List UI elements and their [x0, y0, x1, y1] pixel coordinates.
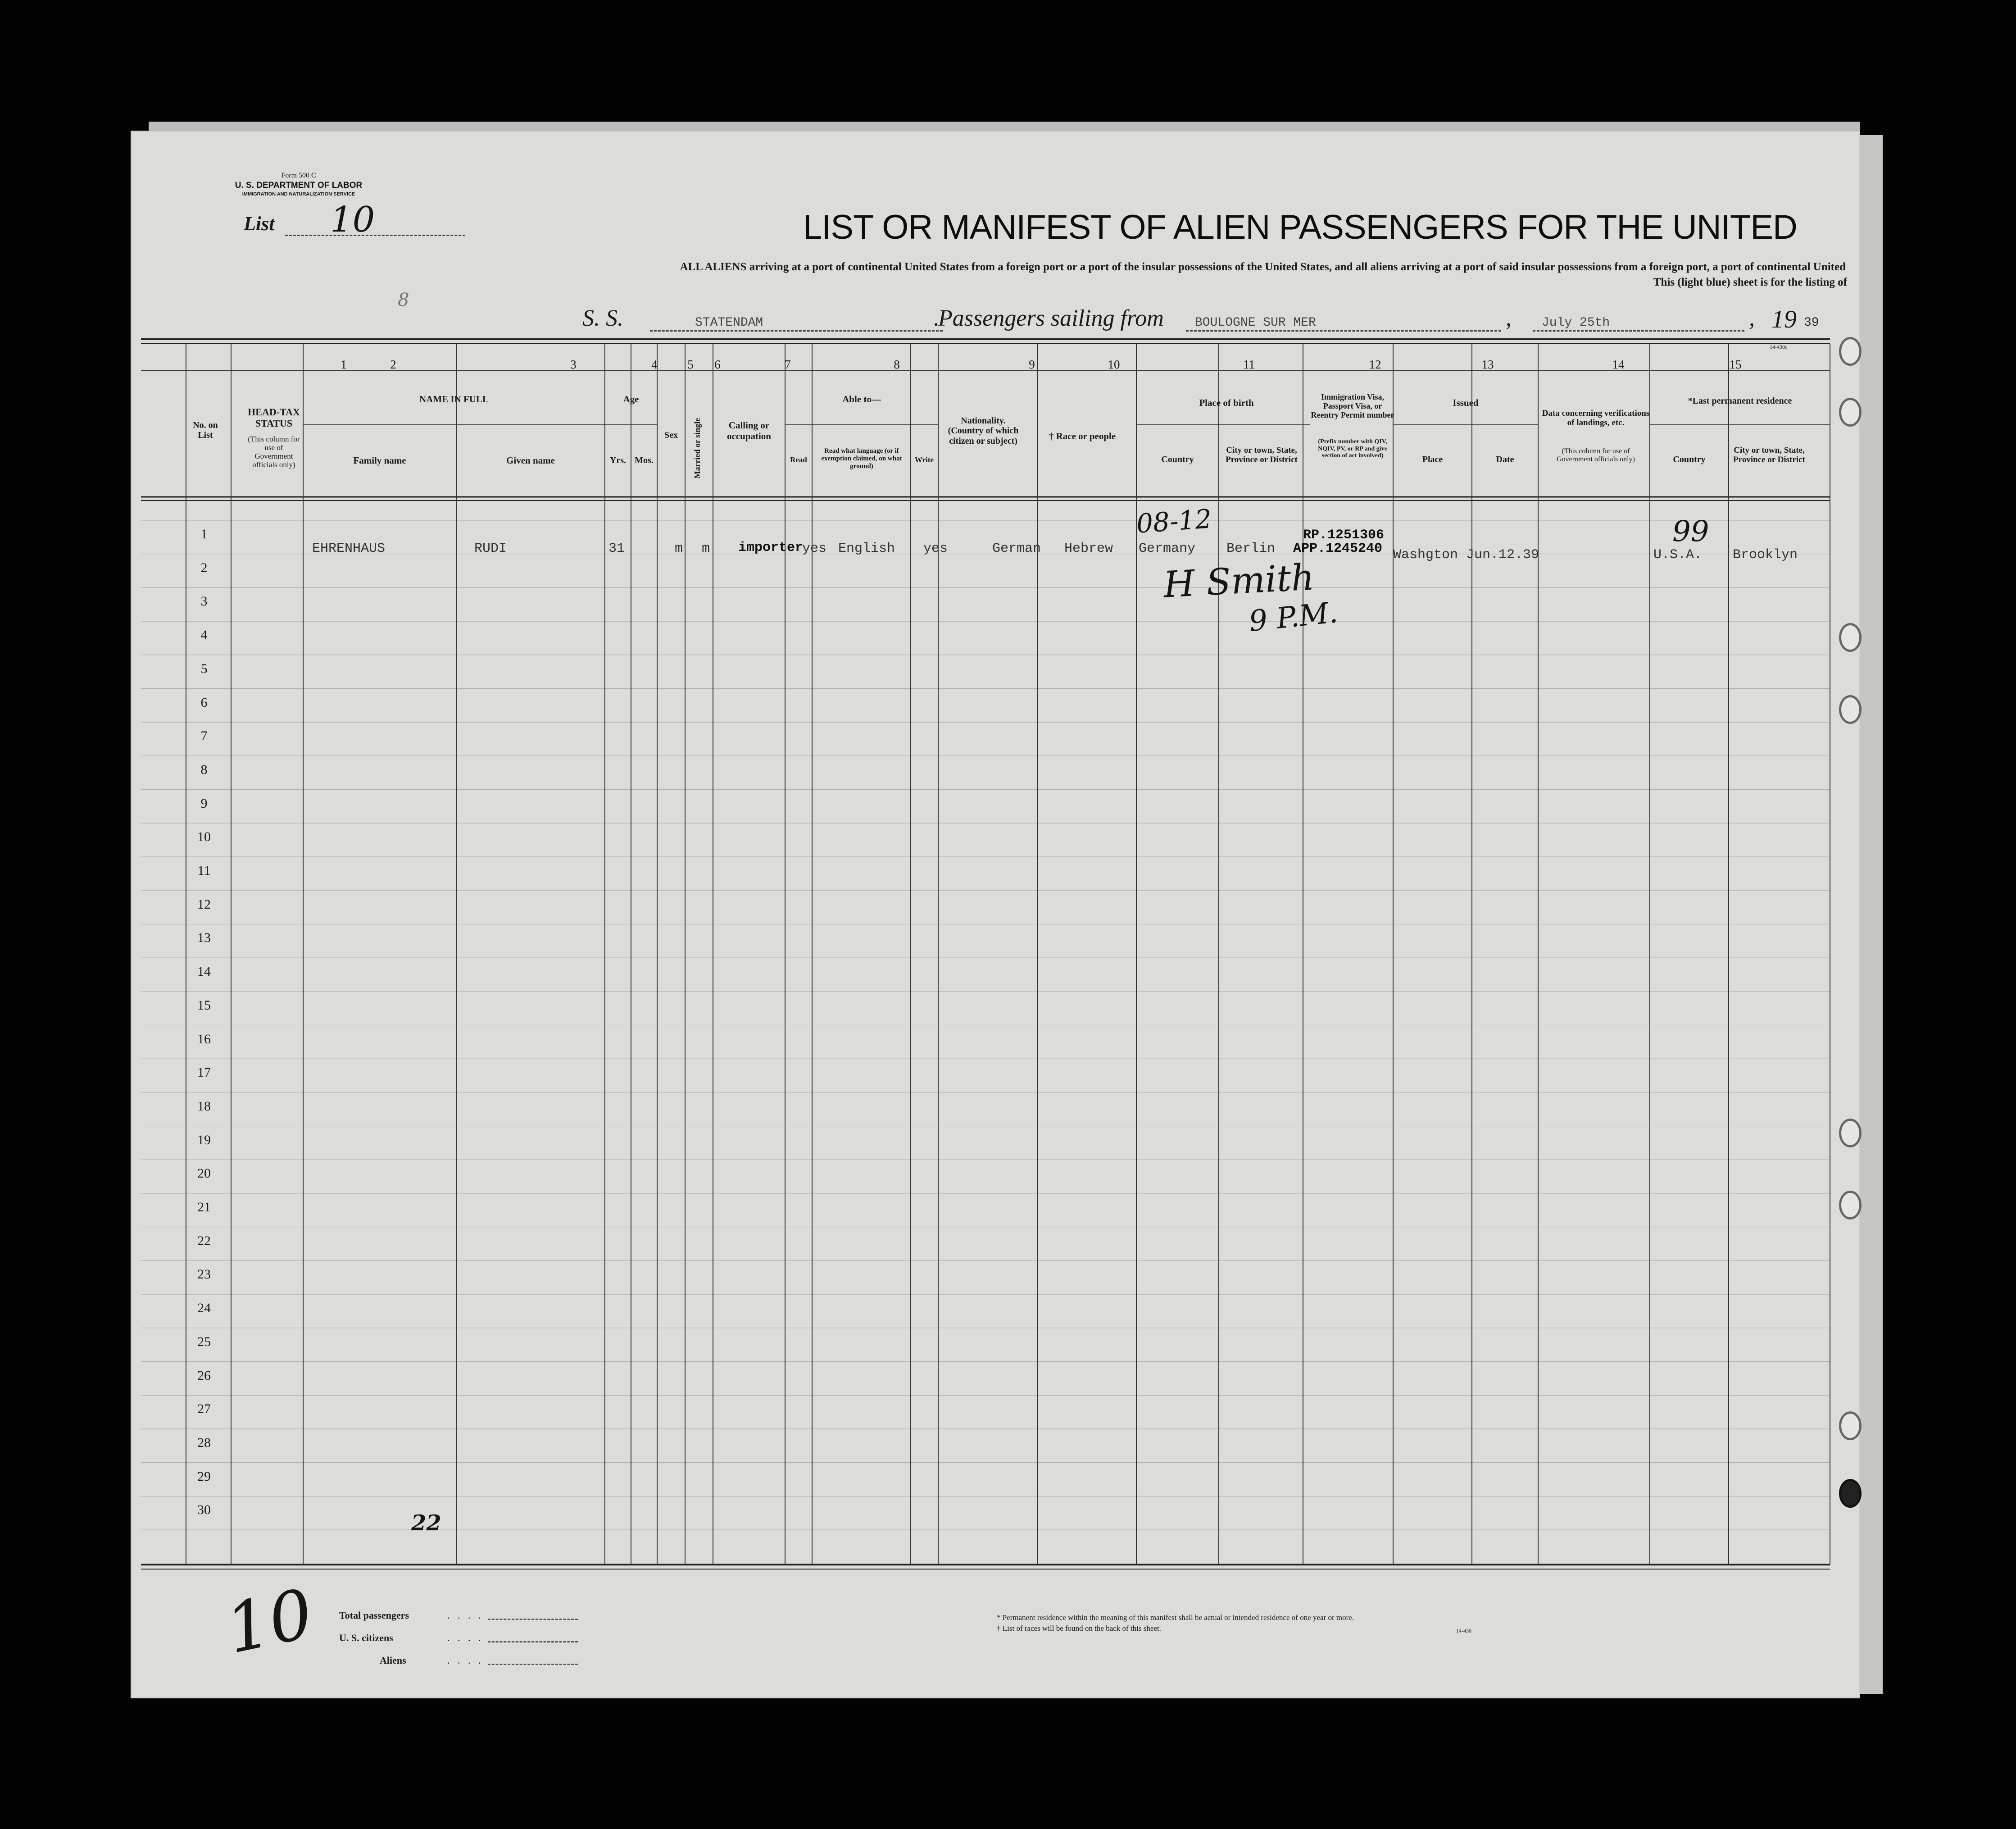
row-number: 4: [200, 628, 208, 643]
row-number: 9: [200, 796, 208, 811]
ship-dot: .: [934, 305, 940, 331]
row-number: 3: [200, 594, 208, 609]
passenger-nationality: German: [992, 541, 1041, 556]
header-visa-note: (Prefix number with QIV, NQIV, PV, or RP and give section of act involved): [1318, 438, 1387, 460]
col-num-7: 7: [785, 358, 791, 371]
col-num-2: 2: [390, 358, 396, 371]
header-issued: Issued: [1453, 397, 1479, 408]
footer-form-code: 14-430: [1456, 1628, 1471, 1634]
footer-dots: . . . .: [447, 1632, 484, 1643]
footer-citizens-label: U. S. citizens: [339, 1632, 393, 1643]
port-underline: [1186, 330, 1501, 332]
footer-dots: . . . .: [447, 1610, 484, 1621]
col-num-6: 6: [714, 358, 721, 371]
col-num-1: 1: [341, 358, 347, 371]
row-number: 10: [197, 829, 211, 845]
list-number: 10: [330, 200, 375, 240]
row-number: 12: [197, 896, 211, 912]
row-number: 20: [197, 1166, 211, 1181]
binder-hole: [1839, 623, 1862, 652]
row-number: 7: [200, 728, 208, 744]
handwritten-signature-note: 9 P.M.: [1247, 596, 1339, 639]
row-number: 17: [197, 1065, 211, 1080]
port-name: BOULOGNE SUR MER: [1195, 316, 1316, 330]
instructions-line-2: This (light blue) sheet is for the listing of: [1653, 276, 1847, 288]
col-num-15: 15: [1729, 358, 1742, 371]
row-number: 15: [197, 997, 211, 1013]
passenger-birth-city: Berlin: [1226, 541, 1276, 556]
form-number: Form 500 C: [281, 172, 316, 179]
year-suffix: 39: [1804, 316, 1819, 330]
header-residence-city: City or town, State, Province or District: [1733, 446, 1805, 465]
binder-hole: [1839, 1191, 1862, 1219]
ss-label: S. S.: [582, 305, 623, 331]
header-write: Write: [914, 455, 934, 464]
binder-hole: [1839, 695, 1862, 724]
header-race: † Race or people: [1049, 431, 1116, 441]
header-birth-country: Country: [1161, 455, 1194, 464]
header-sex: Sex: [664, 430, 678, 440]
header-issued-place: Place: [1422, 455, 1443, 464]
header-nationality: Nationality. (Country of which citizen or subject): [948, 416, 1019, 446]
passenger-married: m: [702, 541, 710, 556]
passenger-age: 31: [608, 541, 625, 556]
col-num-13: 13: [1481, 358, 1494, 371]
passenger-birth-country: Germany: [1139, 541, 1196, 556]
binder-hole: [1839, 1119, 1862, 1147]
passenger-occupation: importer: [738, 540, 804, 555]
row-number: 21: [197, 1200, 211, 1215]
stray-mark: 8: [398, 290, 409, 310]
row-number: 27: [197, 1401, 211, 1417]
manifest-sheet: [131, 131, 1860, 1698]
header-age: Age: [623, 394, 639, 405]
passenger-visa-line-1: RP.1251306: [1303, 528, 1385, 543]
header-yrs: Yrs.: [609, 455, 627, 465]
binder-hole: [1839, 1479, 1862, 1508]
col-num-10: 10: [1108, 358, 1120, 371]
footer-note-residence: * Permanent residence within the meaning of this manifest shall be actual or intended residence of one year or more.: [997, 1613, 1354, 1622]
manifest-title: LIST OR MANIFEST OF ALIEN PASSENGERS FOR THE UNITED: [803, 208, 1797, 246]
ship-underline: [650, 330, 943, 332]
year-prefix: 19: [1771, 305, 1797, 333]
footer-aliens-label: Aliens: [380, 1655, 406, 1666]
passenger-residence-country: U.S.A.: [1653, 547, 1703, 563]
passenger-issued-place: Washgton: [1393, 547, 1458, 563]
year-comma: ,: [1749, 305, 1755, 331]
handwritten-birth-note: 08-12: [1135, 503, 1213, 539]
header-issued-date: Date: [1496, 455, 1514, 464]
header-family-name: Family name: [353, 455, 406, 466]
col-num-4: 4: [651, 358, 658, 371]
row-number: 24: [197, 1301, 211, 1316]
passenger-residence-city: Brooklyn: [1733, 547, 1798, 563]
handwritten-bottom-number: 22: [411, 1511, 441, 1536]
handwritten-signature: H Smith: [1162, 556, 1316, 606]
handwritten-residence-note: 99: [1672, 515, 1709, 548]
footer-aliens-field: [488, 1664, 578, 1665]
row-number: 8: [200, 762, 208, 777]
instructions-line-1: ALL ALIENS arriving at a port of continental United States from a foreign port or a port of the insular possessions of the United States, and all aliens arriving at a port of said insular possessions from a foreign port, a port of continental United: [680, 261, 1846, 273]
col-num-3: 3: [570, 358, 577, 371]
header-place-of-birth: Place of birth: [1199, 397, 1254, 408]
passenger-language: English: [838, 541, 895, 556]
header-residence-country: Country: [1673, 455, 1706, 464]
passenger-family-name: EHRENHAUS: [312, 541, 386, 556]
header-married: Married or single: [692, 418, 702, 479]
col-num-12: 12: [1369, 358, 1381, 371]
header-last-residence: *Last permanent residence: [1688, 396, 1792, 406]
passenger-read: yes: [802, 541, 827, 556]
header-head-tax: HEAD-TAX STATUS: [248, 406, 300, 429]
passenger-issued-date: Jun.12.39: [1466, 547, 1539, 563]
row-number: 19: [197, 1132, 211, 1147]
sailing-date: July 25th: [1542, 316, 1610, 330]
port-comma: ,: [1506, 305, 1512, 331]
binder-hole: [1839, 1411, 1862, 1440]
footer-total-field: [488, 1619, 578, 1620]
header-read-what: Read what language (or if exemption claimed, on what ground): [821, 447, 902, 470]
row-number: 29: [197, 1469, 211, 1484]
col-num-9: 9: [1029, 358, 1035, 371]
header-mos: Mos.: [635, 455, 654, 465]
row-number: 30: [197, 1502, 211, 1518]
col-num-8: 8: [894, 358, 900, 371]
footer-citizens-field: [488, 1641, 578, 1642]
header-able-to: Able to—: [842, 394, 881, 405]
header-name-in-full: NAME IN FULL: [419, 394, 489, 405]
row-number: 2: [200, 560, 208, 575]
list-underline: [285, 235, 465, 236]
header-given-name: Given name: [506, 455, 555, 466]
row-number: 13: [197, 930, 211, 946]
passenger-sex: m: [675, 541, 683, 556]
department-name: U. S. DEPARTMENT OF LABOR: [235, 181, 363, 190]
row-number: 22: [197, 1233, 211, 1248]
passenger-write: yes: [923, 541, 948, 556]
service-name: IMMIGRATION AND NATURALIZATION SERVICE: [242, 191, 355, 197]
passenger-race: Hebrew: [1064, 541, 1113, 556]
header-read: Read: [790, 455, 807, 464]
header-head-tax-note: (This column for use of Government officials only): [248, 435, 300, 469]
col-num-5: 5: [687, 358, 694, 371]
handwritten-margin-number: 10: [219, 1574, 320, 1669]
row-number: 26: [197, 1368, 211, 1383]
row-number: 16: [197, 1031, 211, 1046]
row-number: 23: [197, 1267, 211, 1282]
footer-total-label: Total passengers: [339, 1610, 409, 1621]
header-data-verification: Data concerning verifications of landings, etc.: [1542, 409, 1650, 428]
passenger-given-name: RUDI: [474, 541, 507, 556]
row-number: 5: [200, 661, 208, 676]
row-number: 25: [197, 1334, 211, 1349]
binder-hole: [1839, 398, 1862, 427]
col-num-14: 14: [1612, 358, 1625, 371]
sailing-label: Passengers sailing from: [938, 305, 1164, 331]
row-number: 11: [197, 863, 211, 878]
row-number: 14: [197, 964, 211, 979]
row-number: 18: [197, 1098, 211, 1114]
binder-hole: [1839, 337, 1862, 366]
row-number: 28: [197, 1435, 211, 1450]
header-calling: Calling or occupation: [726, 420, 771, 441]
ship-name: STATENDAM: [695, 316, 763, 330]
header-data-verification-note: (This column for use of Government officials only): [1557, 447, 1635, 463]
header-birth-city: City or town, State, Province or District: [1226, 446, 1298, 465]
footer-note-races: † List of races will be found on the back of this sheet.: [997, 1624, 1161, 1633]
footer-dots: . . . .: [447, 1655, 484, 1666]
header-visa: Immigration Visa, Passport Visa, or Reentry Permit number: [1311, 392, 1394, 420]
row-number: 6: [200, 695, 208, 710]
row-number: 1: [200, 527, 208, 541]
header-no-on-list: No. on List: [193, 420, 218, 441]
list-label: List: [244, 213, 275, 235]
col-num-11: 11: [1243, 358, 1255, 371]
corner-code: 14-430c: [1770, 344, 1788, 350]
date-underline: [1533, 330, 1744, 332]
passenger-visa-line-2: APP.1245240: [1293, 541, 1383, 556]
